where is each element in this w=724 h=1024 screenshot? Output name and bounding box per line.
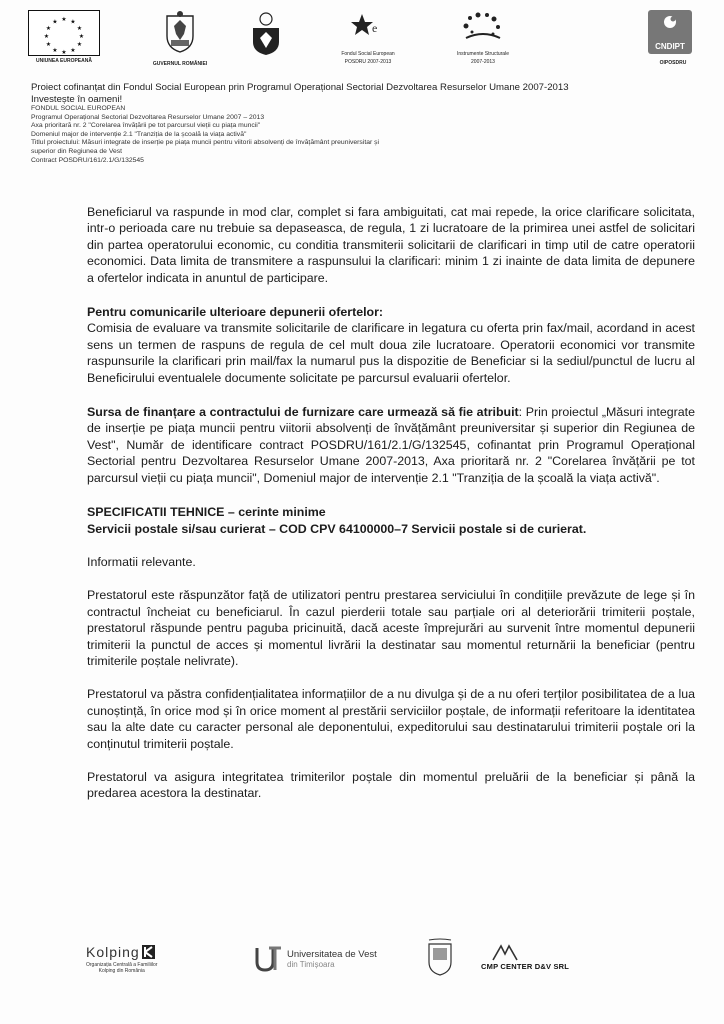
svg-text:e: e <box>372 21 378 35</box>
eu-logo <box>28 10 100 64</box>
fse-caption-2: POSDRU 2007-2013 <box>344 59 392 65</box>
integrity-paragraph: Prestatorul va asigura integritatea trimiterilor poștale din momentul preluării de la beneficiar și până la predarea acestora la destinatar. <box>87 769 695 801</box>
is-caption-1: Instrumente Structurale <box>457 51 509 57</box>
kolping-logo <box>86 944 157 974</box>
cmp-logo <box>481 944 569 971</box>
header-cofinance-line: Proiect cofinanțat din Fondul Social European prin Programul Operațional Sectorial Dezvoltarea Resurselor Umane 2007-2013 <box>31 82 569 93</box>
spec-subheading: Servicii postale si/sau curierat – COD CPV 64100000–7 Servicii postale si de curierat. <box>87 521 587 536</box>
structural-instruments-icon <box>458 10 508 44</box>
gov-logo <box>140 10 220 67</box>
uvt-emblem-icon <box>255 944 283 972</box>
svg-text:★: ★ <box>52 19 58 26</box>
ministry-seal-icon <box>247 10 285 56</box>
svg-text:★: ★ <box>45 42 52 48</box>
school-crest-logo <box>426 938 454 981</box>
header-small-line: Axa prioritară nr. 2 "Corelarea învățării pe tot parcursul vieții cu piața muncii" <box>31 122 261 130</box>
svg-text:★: ★ <box>76 42 83 48</box>
document-body <box>87 204 695 802</box>
is-caption-2: 2007-2013 <box>471 59 495 65</box>
communications-heading: Pentru comunicarile ulterioare depunerii ofertelor: <box>87 305 384 320</box>
spec-heading: SPECIFICATII TEHNICE – cerinte minime <box>87 505 326 520</box>
clarification-paragraph: Beneficiarul va raspunde in mod clar, complet si fara ambiguitati, cat mai repede, la orice clarificare solicitata, intr-o perioada care nu trebuie sa depaseasca, de regula, 1 zi lucratoare de la primirea unei astfel de solicitari din partea operatorului economic, cu conditia transmiterii solicitarii de clarificari in timp util de catre operatorii economici. Data limita de transmitere a raspunsului la clarificari: minim 1 zi inainte de data limita de depunere a ofertelor indicata in anuntul de participare. <box>87 205 695 285</box>
kolping-name: Kolping <box>86 944 140 960</box>
oiposdru-caption: OIPOSDRU <box>659 60 687 66</box>
liability-paragraph: Prestatorul este răspunzător față de utilizatori pentru prestarea serviciului în condițiile prevăzute de lege și în contractul încheiat cu beneficiarul. În cazul pierderii totale sau parțiale ori al deteriorării trimiterii poștale, prestatorul răspunde pentru paguba pricinuită, dacă aceste împrejurări au survenit între momentul depunerii trimiterii la punctul de acces și momentul livrării la destinatar sau momentul returnării la beneficiar (pentru trimiterile poștale nelivrate). <box>87 588 695 668</box>
svg-text:★: ★ <box>78 34 85 40</box>
cndipt-logo <box>648 10 698 66</box>
svg-text:★: ★ <box>52 48 58 54</box>
cndipt-badge-icon <box>648 10 692 54</box>
uvt-logo <box>255 944 377 972</box>
cmp-mark-icon <box>491 944 519 962</box>
header-small-line: FONDUL SOCIAL EUROPEAN <box>31 105 126 112</box>
communications-paragraph: Comisia de evaluare va transmite solicitarile de clarificare in legatura cu oferta prin fax/mail, acordand in acest sens un termen de raspuns de regula de cel mult doua zile lucratoare. Operatorii economici vor transmite raspunsurile la clarificari prin mail/fax la numarul pus la dispozitie de Beneficiar si la sediul/punctul de lucru al Beneficirului eventualele documente solicitate pe parcursul evaluarii ofertelor. <box>87 321 695 385</box>
funding-paragraph <box>87 404 695 486</box>
romanian-coat-of-arms-icon <box>163 10 197 54</box>
cmp-name: CMP CENTER D&V SRL <box>481 962 570 971</box>
header-small-line: Titlul proiectului: Măsuri integrate de inserție pe piața muncii pentru viitorii absolvenți de învățământ preuniversitar și <box>31 139 380 147</box>
confidentiality-paragraph: Prestatorul va păstra confidențialitatea informațiilor de a nu divulga și de a nu oferi terților posibilitatea de a lua cunoștință, în orice mod și în orice moment al prestării serviciilor poștale, de informații referitoare la identitatea sau la alte date cu caracter personal ale deponentului, expeditorului sau destinatarului trimiterii poștale ori la conținutul trimiterii poștale. <box>87 687 695 751</box>
fse-logo <box>318 10 418 65</box>
ministry-logo <box>246 10 286 61</box>
svg-text:★: ★ <box>61 50 67 55</box>
funding-text: : Prin proiectul „Măsuri integrate de inserție pe piața muncii pentru viitorii absolvenți de învățământ preuniversitar și superior din Regiunea de Vest", Număr de identificare contract POSDRU/161/2.1/G/132545, cofinantat prin Programul Operațional Sectorial pentru Dezvoltarea Resurselor Umane 2007-2013, Axa prioritară nr. 2 "Corelarea învățării pe tot parcursul vieții cu piața muncii", Domeniul major de intervenție 2.1 "Tranziția de la școală la viața activă". <box>87 405 695 485</box>
header-slogan: Investește în oameni! <box>31 93 123 105</box>
kolping-caption-2: Kolping din România <box>98 968 145 974</box>
school-crest-icon <box>426 938 454 976</box>
funding-heading: Sursa de finanțare a contractului de furnizare care urmează să fie atribuit <box>87 405 519 420</box>
fse-caption-1: Fondul Social European <box>341 51 395 57</box>
header-small-line: Programul Operațional Sectorial Dezvoltarea Resurselor Umane 2007 – 2013 <box>31 113 265 121</box>
structural-instruments-logo <box>433 10 533 65</box>
svg-text:★: ★ <box>70 48 76 54</box>
header-small-line: Contract POSDRU/161/2.1/G/132545 <box>31 156 144 164</box>
svg-text:★: ★ <box>45 26 52 32</box>
kolping-caption-1: Organizația Centrală a Familiilor <box>86 962 158 968</box>
cndipt-label: CNDIPT <box>655 42 685 51</box>
project-header <box>31 82 701 165</box>
header-small-line: superior din Regiunea de Vest <box>31 147 123 155</box>
uvt-city: din Timișoara <box>287 960 335 969</box>
svg-text:★: ★ <box>70 19 76 26</box>
bottom-logo-bar <box>0 944 724 994</box>
uvt-name: Universitatea de Vest <box>287 949 377 960</box>
svg-text:★: ★ <box>43 34 50 40</box>
header-small-line: Domeniul major de intervenție 2.1 "Tranziția de la școală la viața activă" <box>31 130 247 138</box>
eu-caption: UNIUNEA EUROPEANĂ <box>36 58 92 64</box>
kolping-k-icon <box>142 945 155 959</box>
svg-text:★: ★ <box>61 17 67 23</box>
eu-flag-icon <box>28 10 100 56</box>
relevant-info-label: Informatii relevante. <box>87 554 196 569</box>
fse-star-icon <box>348 10 388 44</box>
svg-text:★: ★ <box>76 26 83 32</box>
gov-caption: GUVERNUL ROMÂNIEI <box>152 61 208 67</box>
top-logo-bar <box>28 10 708 80</box>
